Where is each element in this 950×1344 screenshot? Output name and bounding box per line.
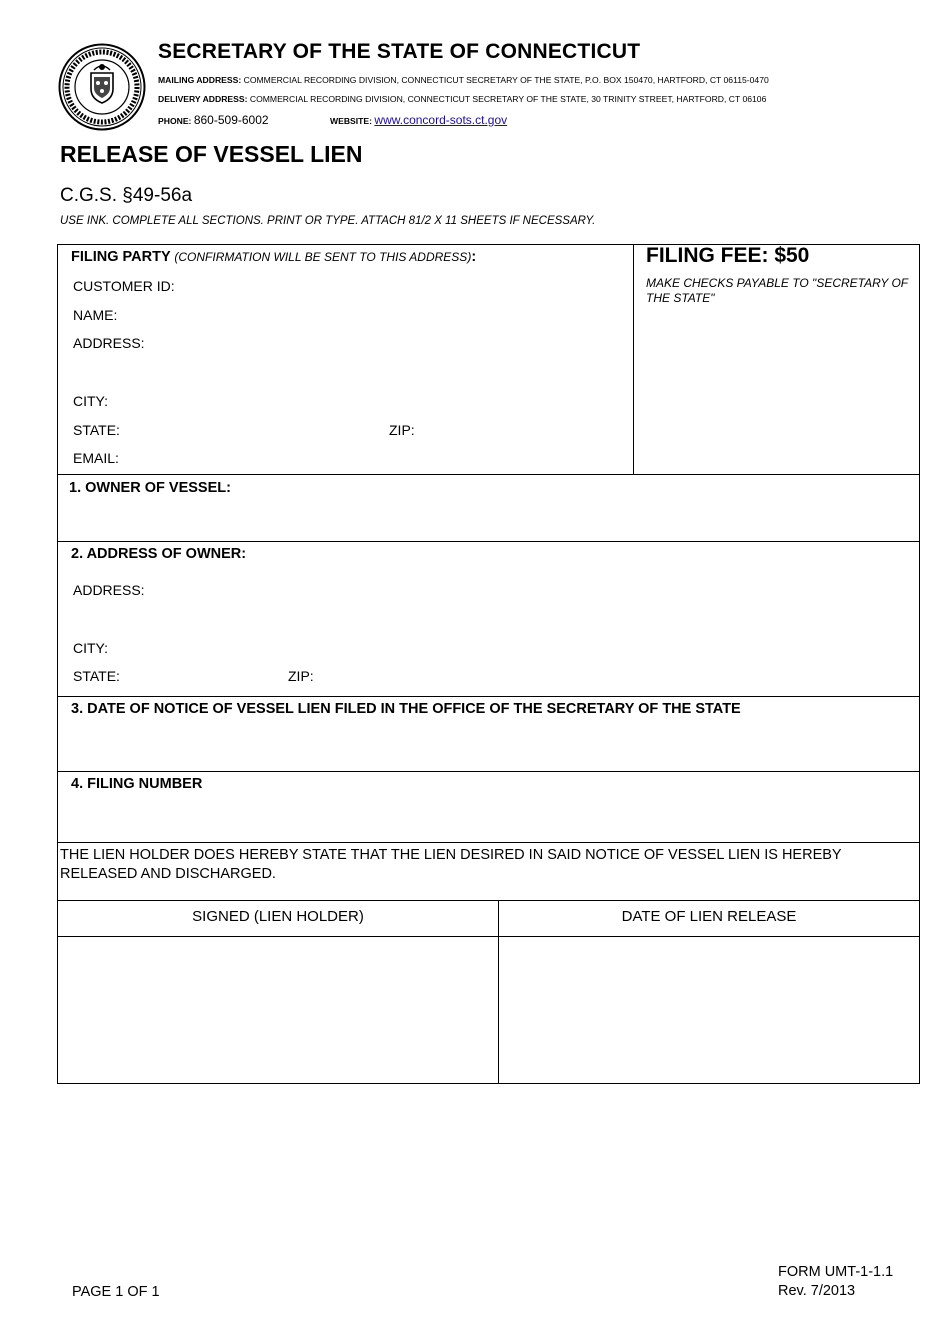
filing-fee-note: MAKE CHECKS PAYABLE TO "SECRETARY OF THE STATE" bbox=[646, 276, 908, 305]
signature-field[interactable] bbox=[57, 936, 499, 1084]
name-field[interactable]: NAME: bbox=[73, 307, 118, 323]
page-number: PAGE 1 OF 1 bbox=[72, 1284, 160, 1300]
customer-id-field[interactable]: CUSTOMER ID: bbox=[73, 278, 175, 294]
website-label: WEBSITE: bbox=[330, 116, 373, 126]
release-statement: THE LIEN HOLDER DOES HEREBY STATE THAT THE LIEN DESIRED IN SAID NOTICE OF VESSEL LIEN IS HEREBY RELEASED AND DISCHARGED. bbox=[60, 847, 842, 882]
form-revision: Rev. 7/2013 bbox=[778, 1283, 856, 1299]
mailing-address-value: COMMERCIAL RECORDING DIVISION, CONNECTICUT SECRETARY OF THE STATE, P.O. BOX 150470, HARTFORD, CT 06115-0470 bbox=[243, 75, 769, 85]
owner-state-field[interactable]: STATE: bbox=[73, 668, 120, 684]
delivery-address bbox=[158, 94, 766, 104]
agency-title: SECRETARY OF THE STATE OF CONNECTICUT bbox=[158, 40, 641, 63]
contact-line bbox=[158, 113, 269, 127]
state-seal-icon bbox=[58, 43, 146, 131]
filing-party-heading bbox=[71, 249, 476, 265]
state-field[interactable]: STATE: bbox=[73, 422, 120, 438]
mailing-address bbox=[158, 75, 769, 85]
website-link[interactable]: www.concord-sots.ct.gov bbox=[374, 113, 508, 127]
date-label: DATE OF LIEN RELEASE bbox=[621, 908, 797, 925]
filing-party-title: FILING PARTY bbox=[71, 249, 171, 265]
phone-label: PHONE: bbox=[158, 116, 192, 126]
filing-party-note: (CONFIRMATION WILL BE SENT TO THIS ADDRESS) bbox=[174, 250, 472, 264]
city-field[interactable]: CITY: bbox=[73, 393, 109, 409]
owner-address-field[interactable]: ADDRESS: bbox=[73, 582, 145, 598]
filing-party-colon: : bbox=[471, 249, 477, 265]
document-title: RELEASE OF VESSEL LIEN bbox=[60, 141, 363, 167]
owner-zip-field[interactable]: ZIP: bbox=[288, 668, 314, 684]
filing-fee-title: FILING FEE: $50 bbox=[646, 244, 810, 267]
filing-number-heading: 4. FILING NUMBER bbox=[71, 776, 203, 792]
instructions: USE INK. COMPLETE ALL SECTIONS. PRINT OR TYPE. ATTACH 81/2 X 11 SHEETS IF NECESSARY. bbox=[60, 215, 596, 227]
statute-reference: C.G.S. §49-56a bbox=[60, 185, 193, 206]
website-line bbox=[330, 113, 507, 127]
form-number: FORM UMT-1-1.1 bbox=[778, 1264, 894, 1280]
release-date-field[interactable] bbox=[498, 936, 920, 1084]
email-field[interactable]: EMAIL: bbox=[73, 450, 119, 466]
phone-value: 860-509-6002 bbox=[193, 113, 269, 127]
address-field[interactable]: ADDRESS: bbox=[73, 335, 145, 351]
delivery-address-label: DELIVERY ADDRESS: bbox=[158, 94, 248, 104]
address-of-owner-box bbox=[57, 541, 920, 697]
notice-date-heading: 3. DATE OF NOTICE OF VESSEL LIEN FILED IN THE OFFICE OF THE SECRETARY OF THE STATE bbox=[71, 701, 741, 717]
owner-of-vessel-heading: 1. OWNER OF VESSEL: bbox=[69, 480, 231, 496]
zip-field[interactable]: ZIP: bbox=[389, 422, 415, 438]
delivery-address-value: COMMERCIAL RECORDING DIVISION, CONNECTICUT SECRETARY OF THE STATE, 30 TRINITY STREET, HARTFORD, CT 06106 bbox=[249, 94, 767, 104]
address-of-owner-heading: 2. ADDRESS OF OWNER: bbox=[71, 546, 247, 562]
mailing-address-label: MAILING ADDRESS: bbox=[158, 75, 242, 85]
signed-label: SIGNED (LIEN HOLDER) bbox=[192, 908, 364, 925]
owner-city-field[interactable]: CITY: bbox=[73, 640, 109, 656]
